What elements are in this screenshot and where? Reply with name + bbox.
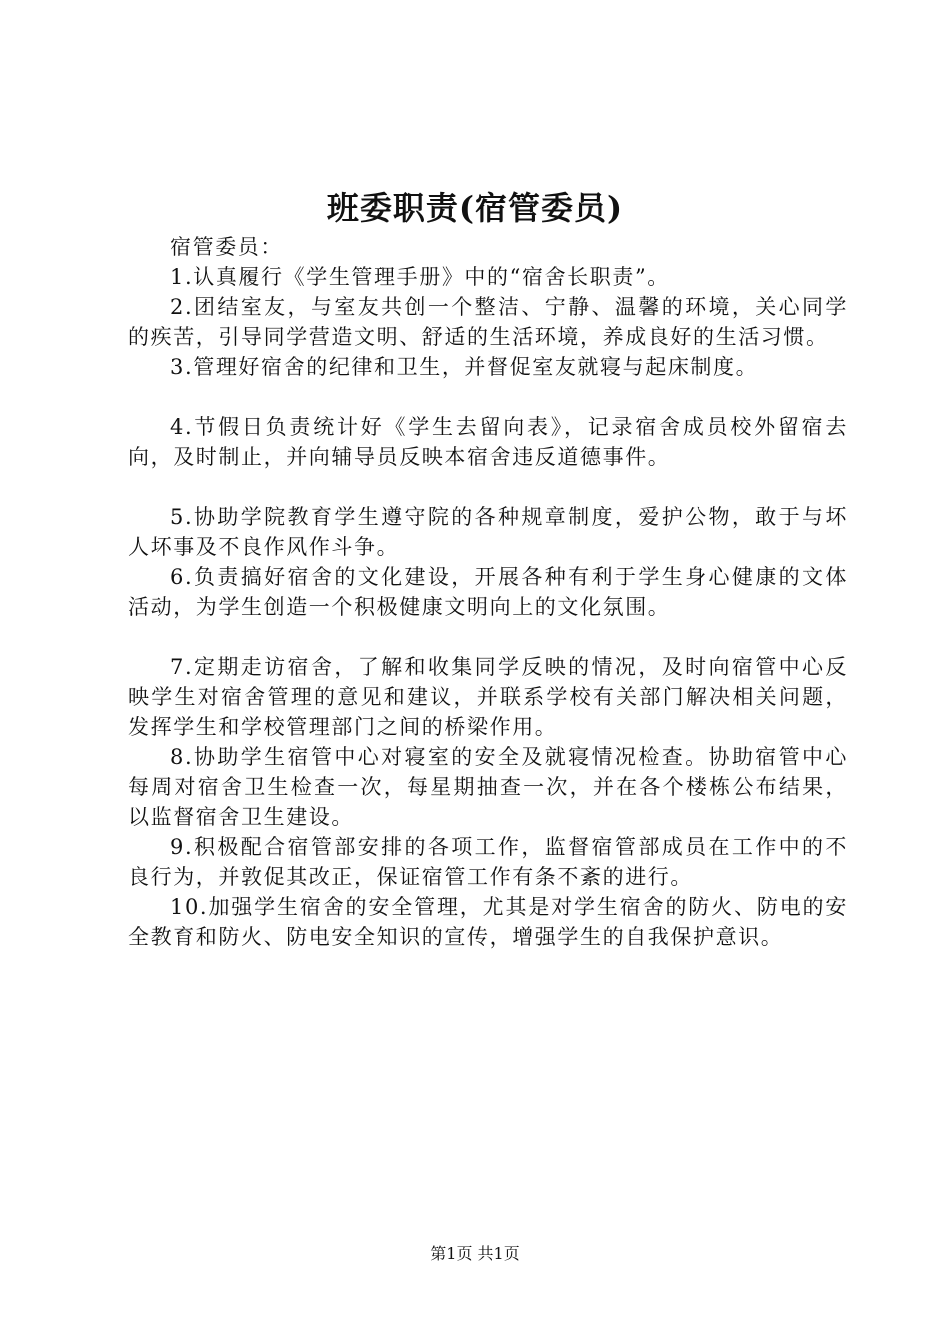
duty-item-7: 7.定期走访宿舍，了解和收集同学反映的情况，及时向宿管中心反映学生对宿舍管理的意见和建议，并联系学校有关部门解决相关问题，发挥学生和学校管理部门之间的桥梁作用。 [128, 655, 848, 739]
duty-item-1: 1.认真履行《学生管理手册》中的“宿舍长职责”。 [170, 265, 670, 289]
paragraph-gap [128, 382, 848, 412]
page-title: 班委职责(宿管委员) [326, 189, 624, 227]
duty-item-2: 2.团结室友，与室友共创一个整洁、宁静、温馨的环境，关心同学的疾苦，引导同学营造文明、舒适的生活环境，养成良好的生活习惯。 [128, 295, 848, 349]
duty-item-3: 3.管理好宿舍的纪律和卫生，并督促室友就寝与起床制度。 [170, 355, 759, 379]
duty-item-10: 10.加强学生宿舍的安全管理，尤其是对学生宿舍的防火、防电的安全教育和防火、防电安全知识的宣传，增强学生的自我保护意识。 [128, 895, 848, 949]
intro-line: 宿管委员： [170, 235, 283, 259]
paragraph-gap [128, 622, 848, 652]
duty-item-8: 8.协助学生宿管中心对寝室的安全及就寝情况检查。协助宿管中心每周对宿舍卫生检查一次，每星期抽查一次，并在各个楼栋公布结果，以监督宿舍卫生建设。 [128, 745, 848, 829]
duty-item-9: 9.积极配合宿管部安排的各项工作，监督宿管部成员在工作中的不良行为，并敦促其改正，保证宿管工作有条不紊的进行。 [128, 835, 848, 889]
duty-item-4: 4.节假日负责统计好《学生去留向表》，记录宿舍成员校外留宿去向，及时制止，并向辅导员反映本宿舍违反道德事件。 [128, 415, 848, 469]
document-body [128, 232, 848, 952]
paragraph-gap [128, 472, 848, 502]
duty-item-6: 6.负责搞好宿舍的文化建设，开展各种有利于学生身心健康的文体活动，为学生创造一个积极健康文明向上的文化氛围。 [128, 565, 848, 619]
duty-item-5: 5.协助学院教育学生遵守院的各种规章制度，爱护公物，敢于与坏人坏事及不良作风作斗争。 [128, 505, 848, 559]
page-footer: 第1页 共1页 [430, 1244, 520, 1263]
